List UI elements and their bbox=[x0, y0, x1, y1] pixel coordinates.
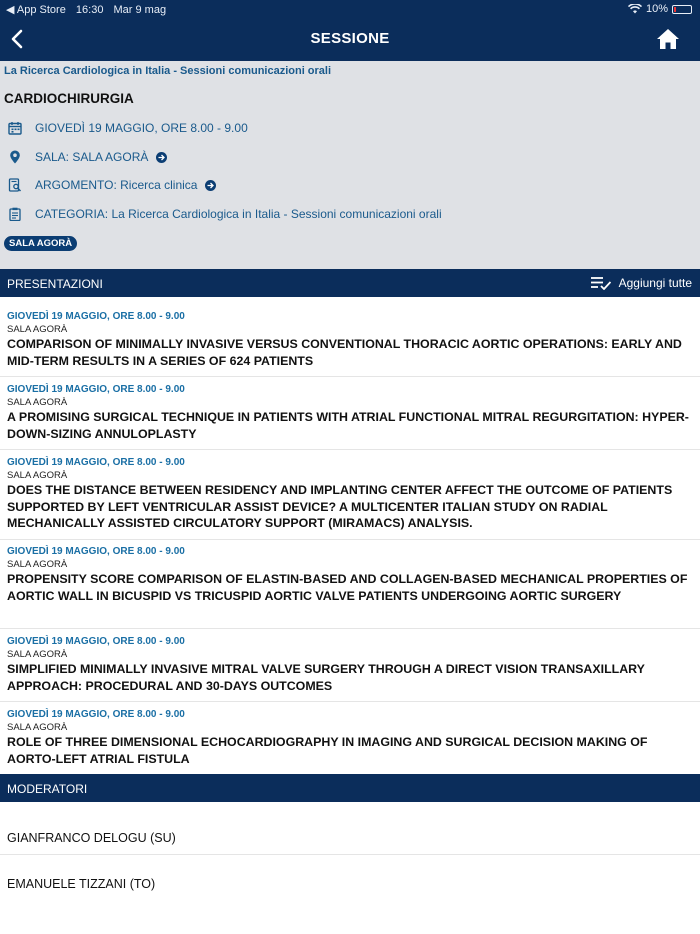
status-date: Mar 9 mag bbox=[113, 4, 167, 16]
session-topic-row[interactable] bbox=[8, 176, 216, 194]
session-breadcrumb[interactable]: La Ricerca Cardiologica in Italia - Sessioni comunicazioni orali bbox=[4, 65, 332, 77]
session-room[interactable]: SALA: SALA AGORÀ bbox=[35, 150, 149, 164]
presentations-header-label: PRESENTAZIONI bbox=[7, 277, 103, 291]
calendar-icon bbox=[8, 121, 22, 135]
session-category: CATEGORIA: La Ricerca Cardiologica in Italia - Sessioni comunicazioni orali bbox=[35, 207, 442, 221]
presentation-room: SALA AGORÀ bbox=[7, 722, 68, 733]
moderators-header bbox=[0, 774, 700, 802]
presentation-date: GIOVEDÌ 19 MAGGIO, ORE 8.00 - 9.00 bbox=[7, 709, 185, 720]
presentations-header bbox=[0, 269, 700, 297]
presentation-title: SIMPLIFIED MINIMALLY INVASIVE MITRAL VALVE SURGERY THROUGH A DIRECT VISION TRANSAXILLARY APPROACH: PROCEDURAL AND 30-DAYS OUTCOMES bbox=[7, 662, 645, 693]
wifi-icon bbox=[628, 4, 642, 14]
session-date: GIOVEDÌ 19 MAGGIO, ORE 8.00 - 9.00 bbox=[35, 121, 248, 135]
moderators-header-label: MODERATORI bbox=[7, 782, 88, 796]
presentation-room: SALA AGORÀ bbox=[7, 649, 68, 660]
presentation-date: GIOVEDÌ 19 MAGGIO, ORE 8.00 - 9.00 bbox=[7, 546, 185, 557]
session-title: CARDIOCHIRURGIA bbox=[4, 91, 134, 106]
session-topic[interactable]: ARGOMENTO: Ricerca clinica bbox=[35, 178, 198, 192]
presentation-item[interactable] bbox=[0, 540, 700, 629]
presentation-room: SALA AGORÀ bbox=[7, 324, 68, 335]
presentation-item[interactable] bbox=[0, 378, 700, 450]
status-back-app[interactable]: ◀ App Store bbox=[6, 4, 66, 16]
top-navigation-bar bbox=[0, 0, 700, 61]
presentation-title: PROPENSITY SCORE COMPARISON OF ELASTIN-BASED AND COLLAGEN-BASED MECHANICAL PROPERTIES OF AORTIC WALL IN BICUSPID VS TRICUSPID AORTIC VALVE PATIENTS UNDERGOING AORTIC SURGERY bbox=[7, 572, 688, 603]
presentation-title: ROLE OF THREE DIMENSIONAL ECHOCARDIOGRAPHY IN IMAGING AND SURGICAL DECISION MAKING OF AORTO-LEFT ATRIAL FISTULA bbox=[7, 735, 648, 766]
session-room-row[interactable] bbox=[8, 148, 167, 166]
session-category-row bbox=[8, 205, 442, 223]
presentation-date: GIOVEDÌ 19 MAGGIO, ORE 8.00 - 9.00 bbox=[7, 311, 185, 322]
moderator-name: EMANUELE TIZZANI (TO) bbox=[7, 877, 156, 891]
presentation-room: SALA AGORÀ bbox=[7, 470, 68, 481]
clipboard-list-icon bbox=[8, 207, 22, 221]
presentation-item[interactable] bbox=[0, 305, 700, 377]
add-all-button[interactable] bbox=[591, 276, 692, 290]
arrow-right-circle-icon[interactable] bbox=[156, 152, 167, 163]
presentation-title: A PROMISING SURGICAL TECHNIQUE IN PATIENTS WITH ATRIAL FUNCTIONAL MITRAL REGURGITATION: HYPER-DOWN-SIZING ANNULOPLASTY bbox=[7, 410, 689, 441]
status-time: 16:30 bbox=[75, 4, 104, 16]
presentation-date: GIOVEDÌ 19 MAGGIO, ORE 8.00 - 9.00 bbox=[7, 636, 185, 647]
page-title: SESSIONE bbox=[310, 30, 390, 47]
presentation-item[interactable] bbox=[0, 630, 700, 702]
battery-percent: 10% bbox=[645, 3, 668, 15]
presentation-room: SALA AGORÀ bbox=[7, 397, 68, 408]
session-date-row bbox=[8, 119, 248, 137]
moderator-item[interactable] bbox=[0, 856, 700, 901]
home-icon[interactable] bbox=[656, 28, 680, 50]
playlist-add-check-icon bbox=[591, 276, 611, 290]
presentation-title: DOES THE DISTANCE BETWEEN RESIDENCY AND IMPLANTING CENTER AFFECT THE OUTCOME OF PATIENTS SUPPORTED BY LEFT VENTRICULAR ASSIST DEVICE? A MULTICENTER ITALIAN STUDY ON RADIAL MECHANICALLY ASSISTED CIRCULATORY SUPPORT (MIRAMACS) ANALYSIS. bbox=[7, 483, 673, 530]
presentation-room: SALA AGORÀ bbox=[7, 559, 68, 570]
presentation-date: GIOVEDÌ 19 MAGGIO, ORE 8.00 - 9.00 bbox=[7, 457, 185, 468]
moderator-name: GIANFRANCO DELOGU (SU) bbox=[7, 831, 176, 845]
add-all-label: Aggiungi tutte bbox=[618, 276, 692, 290]
arrow-right-circle-icon[interactable] bbox=[205, 180, 216, 191]
status-bar bbox=[0, 0, 700, 18]
presentation-item[interactable] bbox=[0, 703, 700, 774]
search-document-icon bbox=[8, 178, 22, 192]
session-header bbox=[0, 61, 700, 269]
presentation-title: COMPARISON OF MINIMALLY INVASIVE VERSUS CONVENTIONAL THORACIC AORTIC OPERATIONS: EARLY AND MID-TERM RESULTS IN A SERIES OF 624 PATIENTS bbox=[7, 337, 682, 368]
presentation-date: GIOVEDÌ 19 MAGGIO, ORE 8.00 - 9.00 bbox=[7, 384, 185, 395]
location-pin-icon bbox=[8, 150, 22, 164]
moderator-item[interactable] bbox=[0, 810, 700, 855]
battery-icon bbox=[672, 5, 692, 14]
room-badge: SALA AGORÀ bbox=[4, 236, 77, 251]
presentation-item[interactable] bbox=[0, 451, 700, 540]
